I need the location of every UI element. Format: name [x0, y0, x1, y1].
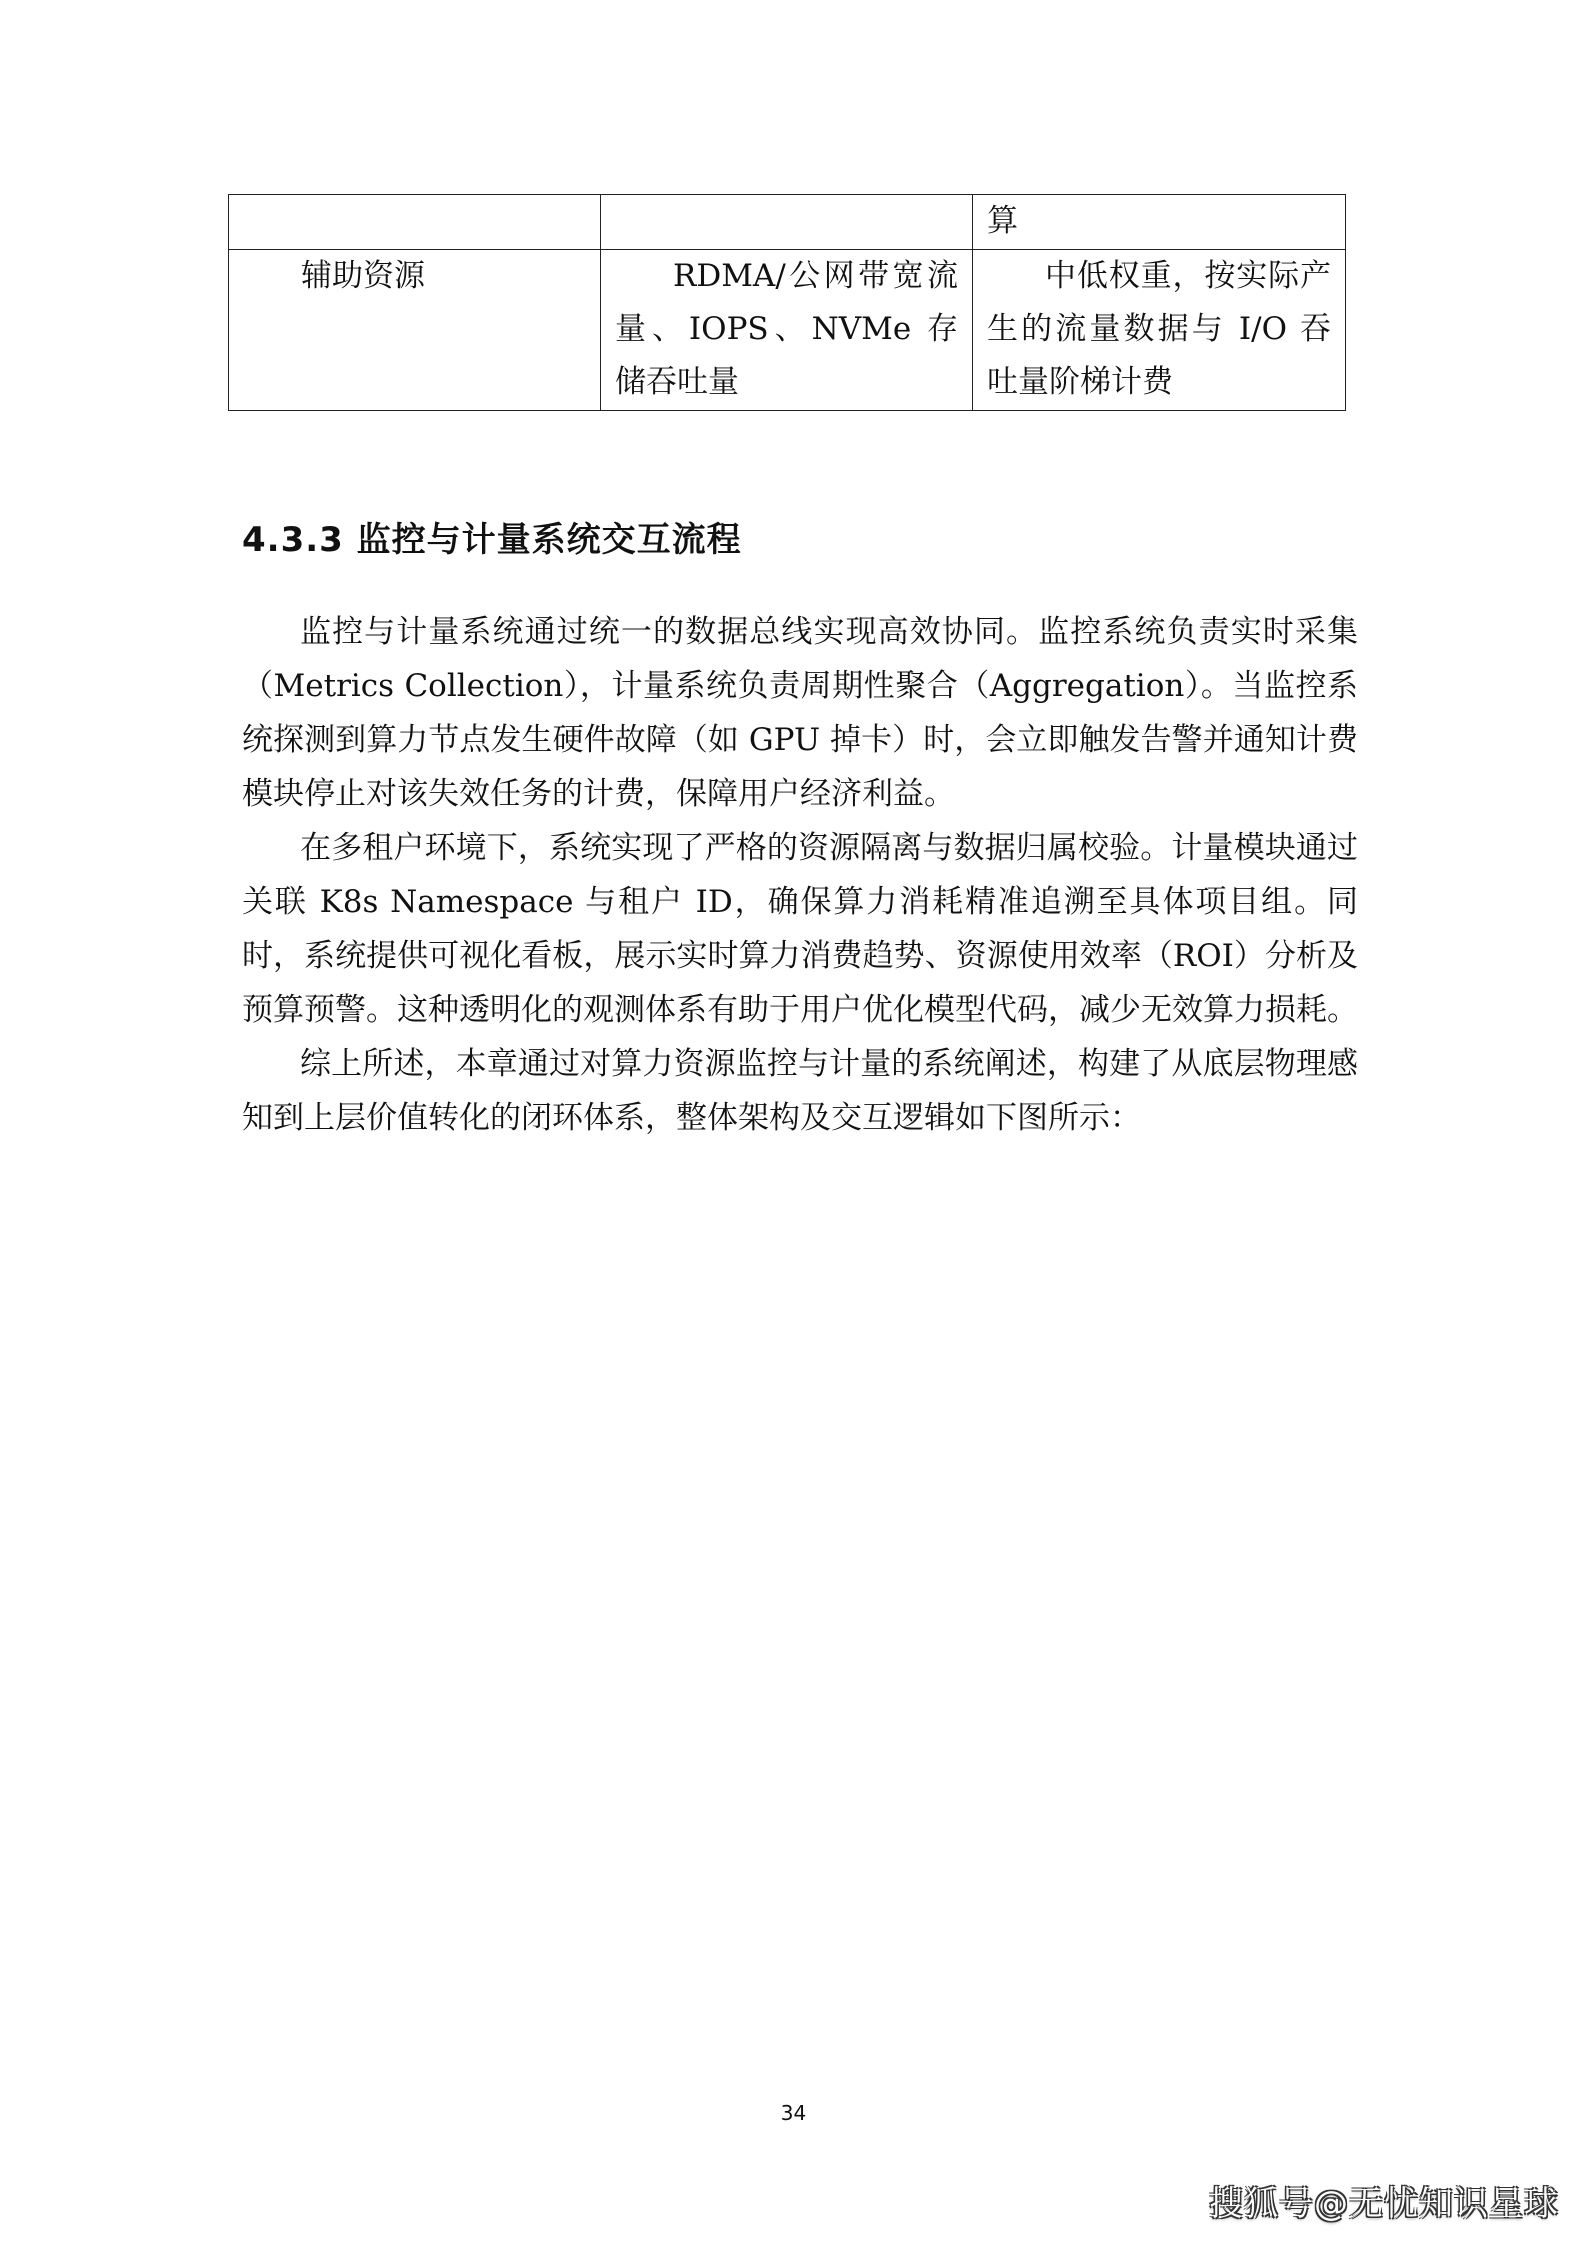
- paragraph-data-bus: 监控与计量系统通过统一的数据总线实现高效协同。监控系统负责实时采集（Metrics Collection），计量系统负责周期性聚合（Aggregation）。当监控系统探测到算力节点发生硬件故障（如 GPU 掉卡）时，会立即触发告警并通知计费模块停止对该失效任务的计费，保障用户经济利益。: [242, 614, 1358, 812]
- resource-billing-table: [228, 194, 1346, 411]
- table-cell-resource-name: [229, 195, 601, 250]
- page-number: 34: [780, 2101, 807, 2125]
- body-text: [242, 605, 1358, 1145]
- paragraph-multi-tenant: 在多租户环境下，系统实现了严格的资源隔离与数据归属校验。计量模块通过关联 K8s Namespace 与租户 ID，确保算力消耗精准追溯至具体项目组。同时，系统提供可视化看板，展示实时算力消费趋势、资源使用效率（ROI）分析及预算预警。这种透明化的观测体系有助于用户优化模型代码，减少无效算力损耗。: [242, 830, 1358, 1028]
- table-row: [229, 250, 1346, 411]
- table-cell-resource-name: 辅助资源: [229, 250, 601, 411]
- table-row: [229, 195, 1346, 250]
- table-cell-billing: 中低权重，按实际产生的流量数据与 I/O 吞吐量阶梯计费: [973, 250, 1346, 411]
- watermark: 搜狐号@无忧知识星球: [1209, 2184, 1559, 2224]
- section-heading: 4.3.3 监控与计量系统交互流程: [242, 520, 742, 560]
- paragraph-summary: 综上所述，本章通过对算力资源监控与计量的系统阐述，构建了从底层物理感知到上层价值转化的闭环体系，整体架构及交互逻辑如下图所示：: [242, 1046, 1358, 1136]
- table-cell-metric: RDMA/公网带宽流量、IOPS、NVMe 存储吞吐量: [601, 250, 973, 411]
- table-cell-billing: 算: [973, 195, 1346, 250]
- table-cell-metric: [601, 195, 973, 250]
